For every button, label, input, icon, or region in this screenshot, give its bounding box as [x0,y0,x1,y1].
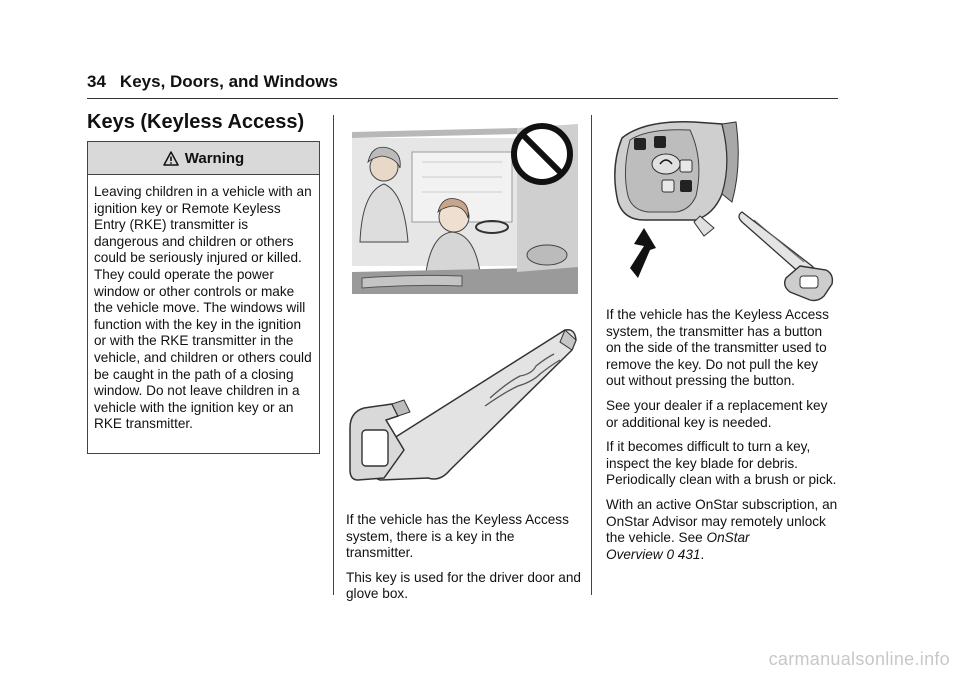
children-in-car-illustration [352,122,578,294]
warning-box [87,141,320,454]
column-divider-left [333,115,334,595]
warning-text: Leaving children in a vehicle with an ignition key or Remote Keyless Entry (RKE) transmitter is dangerous and children or others could be seriously injured or killed. They could operate the power window or other controls or make the vehicle move. The windows will function with the key in the ignition or with the RKE transmitter in the vehicle, and children or others could be caught in the path of a closing window. Do not leave children in a vehicle with the ignition key or an RKE transmitter. [94,184,312,432]
header-rule [87,98,838,99]
warning-triangle-icon [163,151,179,166]
section-title: Keys (Keyless Access) [87,111,305,133]
page-ref-symbol: 0 [666,546,674,562]
middle-para-2: This key is used for the driver door and glove box. [346,569,581,602]
right-para-3: If it becomes difficult to turn a key, inspect the key blade for debris. Periodically clean with a brush or pick. [606,439,837,488]
watermark: carmanualsonline.info [768,649,950,669]
right-para-4-prefix: With an active OnStar subscription, an OnStar Advisor may remotely unlock the vehicle. See [606,496,838,546]
right-para-1: If the vehicle has the Keyless Access system, the transmitter has a button on the side of the transmitter used to remove the key. Do not pull the key out without pressing the button. [606,307,829,389]
column-divider-right [591,115,592,595]
right-para-4-suffix: . [700,546,705,562]
onstar-overview-link[interactable]: OnStar Overview [606,530,750,562]
keyfob-transmitter-illustration [604,116,836,306]
chapter-title: Keys, Doors, and Windows [119,72,338,91]
page-header [87,72,338,92]
right-column-text [606,307,838,571]
page-ref-number: 431 [677,546,701,562]
warning-label: Warning [184,149,245,167]
right-para-4 [606,497,838,563]
right-para-2: See your dealer if a replacement key or additional key is needed. [606,397,828,430]
warning-header [88,142,319,175]
middle-column-text [346,512,584,611]
middle-para-1: If the vehicle has the Keyless Access system, there is a key in the transmitter. [346,512,569,561]
page-number: 34 [87,72,106,91]
key-blade-illustration [340,320,580,500]
